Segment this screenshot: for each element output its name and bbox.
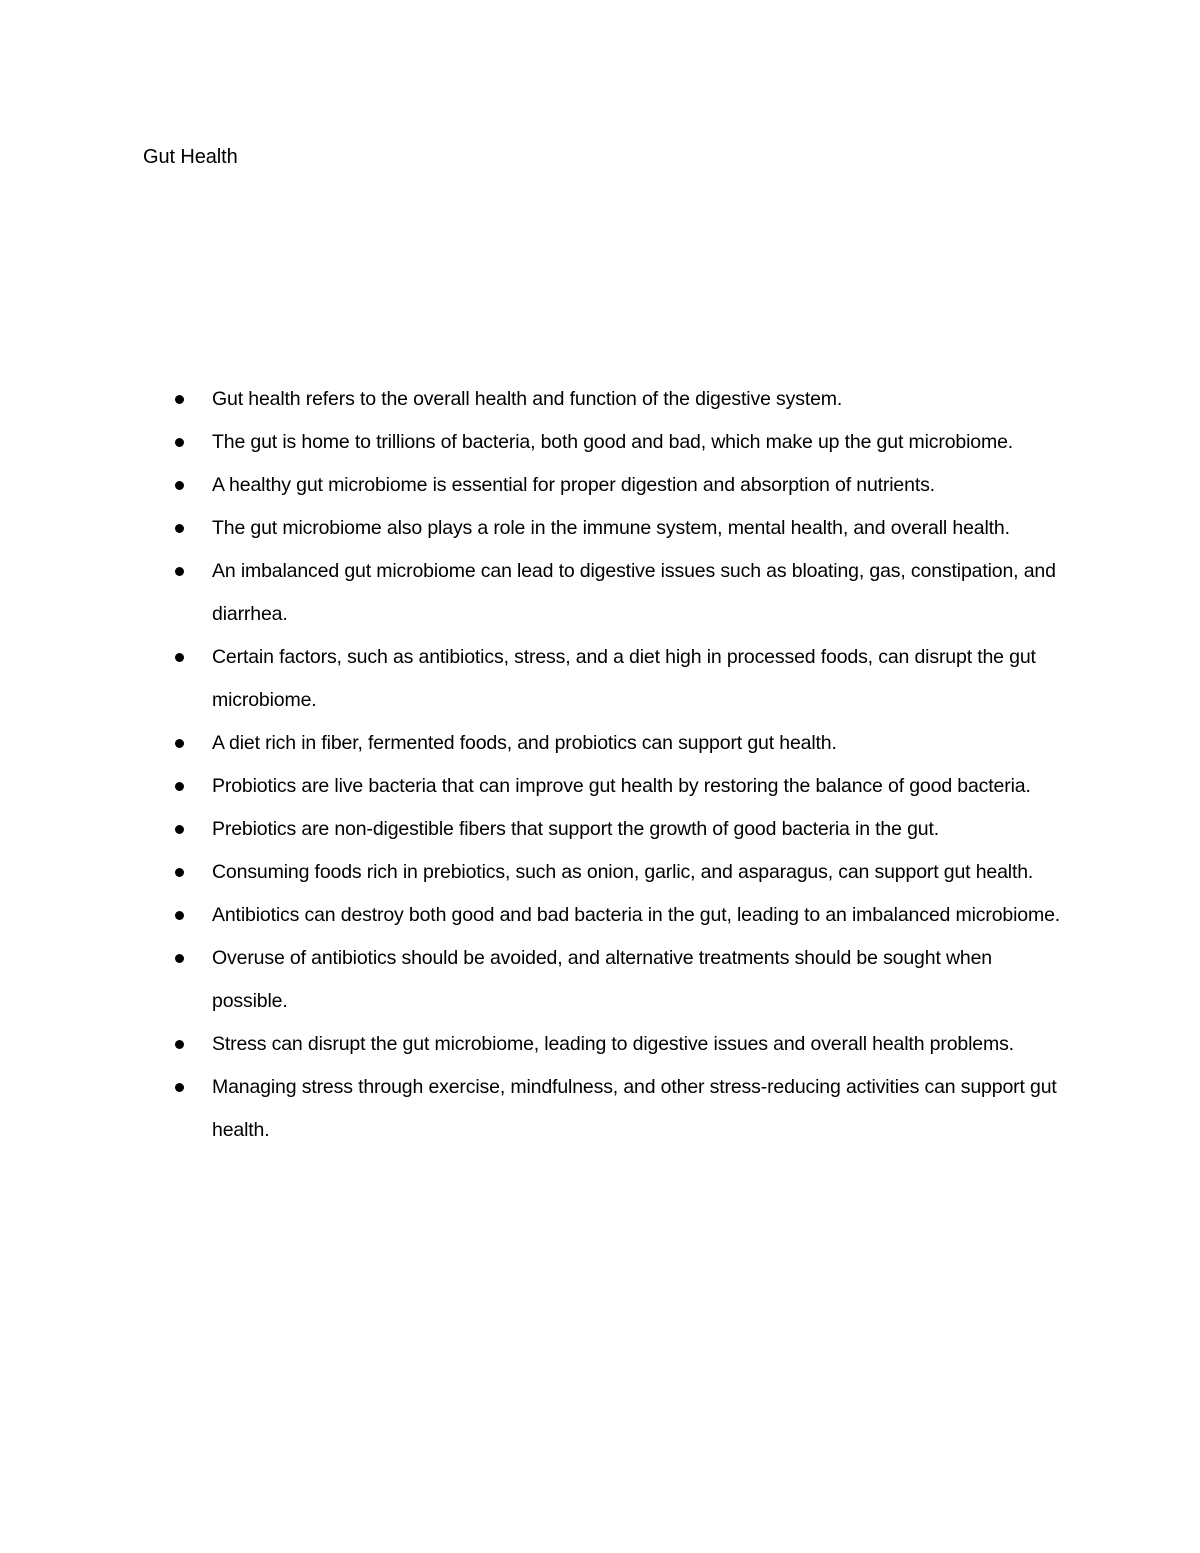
list-item	[170, 1023, 1070, 1066]
list-item-text: The gut is home to trillions of bacteria, both good and bad, which make up the gut microbiome.	[212, 431, 1014, 453]
list-item	[170, 636, 1070, 722]
bullet-icon	[175, 825, 184, 834]
list-item-text: Prebiotics are non-digestible fibers that support the growth of good bacteria in the gut.	[212, 818, 940, 840]
list-item-text: A healthy gut microbiome is essential for proper digestion and absorption of nutrients.	[212, 474, 935, 496]
list-item	[170, 894, 1070, 937]
document-title: Gut Health	[143, 146, 238, 168]
bullet-icon	[175, 438, 184, 447]
bullet-icon	[175, 567, 184, 576]
bullet-icon	[175, 524, 184, 533]
list-item	[170, 851, 1070, 894]
list-item	[170, 507, 1070, 550]
list-item	[170, 421, 1070, 464]
list-item-text: Stress can disrupt the gut microbiome, leading to digestive issues and overall health problems.	[212, 1033, 1014, 1055]
list-item-text: Probiotics are live bacteria that can improve gut health by restoring the balance of good bacteria.	[212, 775, 1031, 797]
list-item	[170, 722, 1070, 765]
bullet-icon	[175, 1040, 184, 1049]
bullet-icon	[175, 395, 184, 404]
bullet-icon	[175, 911, 184, 920]
list-item-text: The gut microbiome also plays a role in the immune system, mental health, and overall health.	[212, 517, 1010, 539]
list-item	[170, 808, 1070, 851]
bullet-icon	[175, 868, 184, 877]
list-item	[170, 550, 1070, 636]
list-item-text: Certain factors, such as antibiotics, stress, and a diet high in processed foods, can disrupt the gut microbiome.	[212, 646, 1036, 711]
list-item	[170, 464, 1070, 507]
list-item	[170, 378, 1070, 421]
list-item	[170, 937, 1070, 1023]
bullet-icon	[175, 653, 184, 662]
bullet-icon	[175, 739, 184, 748]
bullet-icon	[175, 481, 184, 490]
list-item-text: An imbalanced gut microbiome can lead to digestive issues such as bloating, gas, constipation, and diarrhea.	[212, 560, 1056, 625]
bullet-icon	[175, 954, 184, 963]
bullet-icon	[175, 782, 184, 791]
bullet-icon	[175, 1083, 184, 1092]
list-item-text: Overuse of antibiotics should be avoided, and alternative treatments should be sought when possible.	[212, 947, 993, 1012]
list-item-text: Gut health refers to the overall health and function of the digestive system.	[212, 388, 843, 410]
bullet-list	[170, 378, 1070, 1152]
list-item-text: Consuming foods rich in prebiotics, such as onion, garlic, and asparagus, can support gut health.	[212, 861, 1034, 883]
list-item	[170, 765, 1070, 808]
list-item-text: Managing stress through exercise, mindfulness, and other stress-reducing activities can support gut health.	[212, 1076, 1057, 1141]
list-item-text: A diet rich in fiber, fermented foods, and probiotics can support gut health.	[212, 732, 837, 754]
list-item	[170, 1066, 1070, 1152]
list-item-text: Antibiotics can destroy both good and bad bacteria in the gut, leading to an imbalanced microbiome.	[212, 904, 1061, 926]
